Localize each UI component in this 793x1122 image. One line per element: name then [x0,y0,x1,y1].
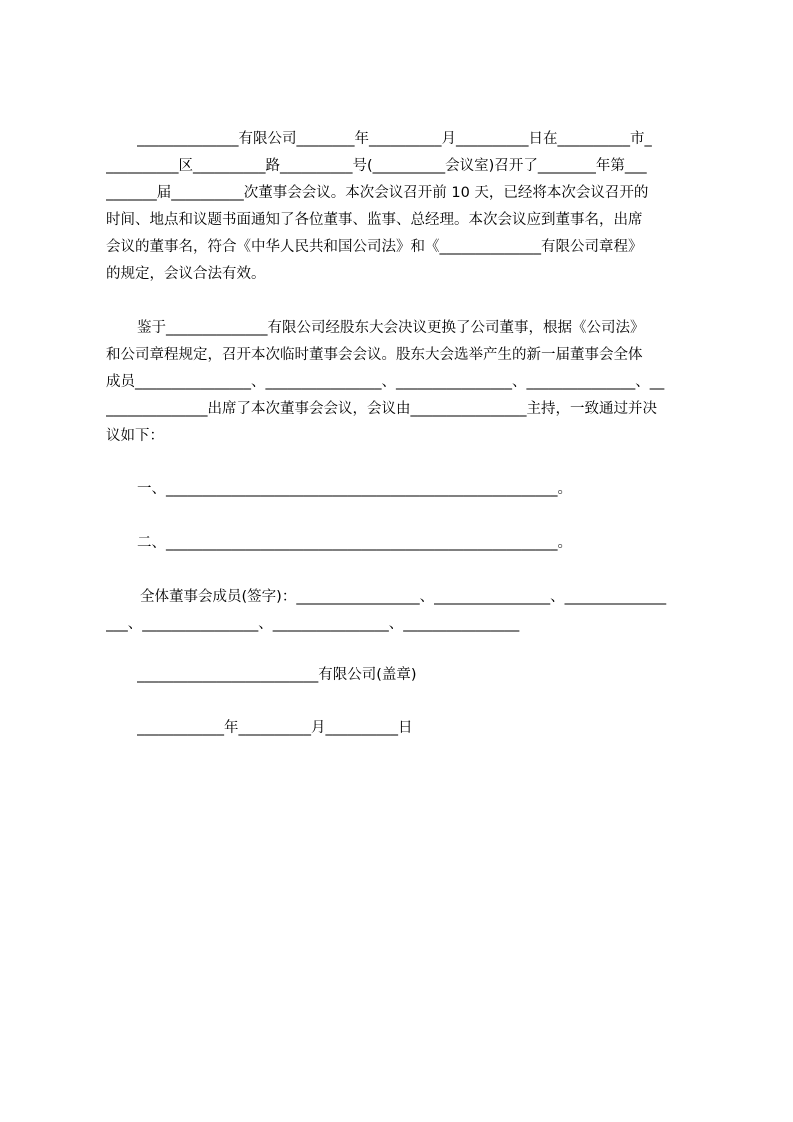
signature-line: 全体董事会成员(签字)：_________________、________________、______________ [140,589,667,605]
company-seal-line: _________________________有限公司(盖章) [137,667,417,683]
text-line: 和公司章程规定，召开本次临时董事会会议。股东大会选举产生的新一届董事会全体 [106,347,643,363]
text-line: 时间、地点和议题书面通知了各位董事、监事、总经理。本次会议应到董事名，出席 [106,212,643,228]
text-line: ______________出席了本次董事会会议，会议由________________主持，一致通过并决 [106,401,657,417]
text-line: 成员________________、________________、________________、_______________、__ [106,374,665,390]
resolution-item-1: 一、______________________________________________________。 [137,481,572,497]
signature-line: ___、________________、________________、________________ [106,616,520,632]
date-line: ____________年__________月__________日 [137,720,413,736]
text-line: 会议的董事名，符合《中华人民共和国公司法》和《______________有限公司章程》 [106,239,643,255]
text-line: _______届__________次董事会会议。本次会议召开前 10 天，已经将本次会议召开的 [106,185,649,201]
text-line: 议如下： [106,428,164,444]
text-line: __________区__________路__________号(__________会议室)召开了________年第___ [106,158,647,174]
text-line: ______________有限公司________年__________月__________日在__________市_ [137,131,652,147]
resolution-item-2: 二、______________________________________________________。 [137,535,572,551]
text-line: 的规定，会议合法有效。 [106,266,266,282]
text-line: 鉴于______________有限公司经股东大会决议更换了公司董事，根据《公司法》 [137,320,645,336]
